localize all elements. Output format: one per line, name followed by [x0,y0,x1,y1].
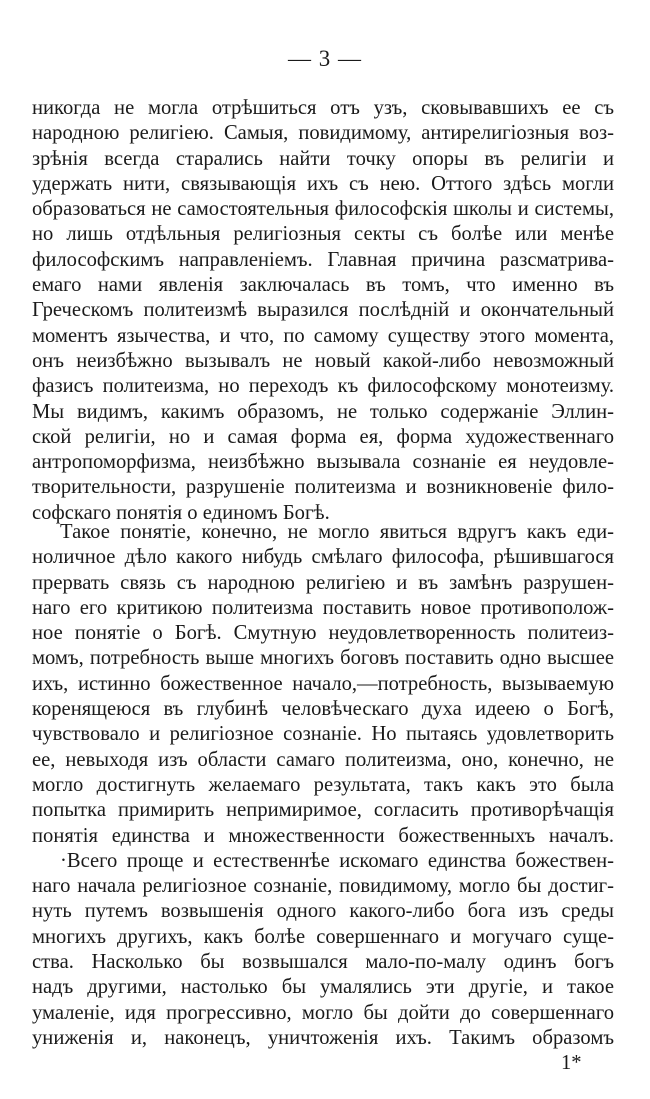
text-line: ской религіи, но и самая форма ея, форма художественнаго [32,425,614,448]
text-line: нуть путемъ возвышенія одного какого-либо бога изъ среды [32,900,614,923]
text-line: ства. Насколько бы возвышался мало-по-малу одинъ богъ [32,951,614,974]
text-line: антропоморфизма, неизбѣжно вызывала сознаніе ея неудовле- [32,451,614,474]
text-line: софскаго понятія о единомъ Богѣ. [32,501,330,524]
text-line: образоваться не самостоятельныя философскія школы и системы, [32,198,614,221]
text-line: умаленіе, идя прогрессивно, могло бы дойти до совершеннаго [32,1001,614,1024]
text-line: фазисъ политеизма, но переходъ къ философскому монотеизму. [32,375,614,398]
text-line: но лишь отдѣльныя религіозныя секты съ болѣе или менѣе [32,223,614,246]
text-line: зрѣнія всегда старались найти точку опоры въ религіи и [32,147,614,170]
text-line: надъ другими, настолько бы умалялись эти другіе, и такое [32,976,614,999]
text-line: никогда не могла отрѣшиться отъ узъ, сковывавшихъ ее съ [32,97,614,119]
text-line: попытка примирить непримиримое, согласить противорѣчащія [32,799,614,822]
text-line: момъ, потребность выше многихъ боговъ поставить одно высшее [32,647,614,670]
text-line: удержать нити, связывающія ихъ съ нею. Оттого здѣсь могли [32,172,614,195]
text-line: прервать связь съ народною религіею и въ замѣнъ разрушен- [32,571,614,594]
text-line: Такое понятіе, конечно, не могло явиться вдругъ какъ еди- [60,521,614,543]
text-line: философскимъ направленіемъ. Главная причина разсматрива- [32,248,614,271]
text-line: униженія и, наконецъ, уничтоженія ихъ. Такимъ образомъ [32,1026,614,1049]
text-line: коренящеюся въ глубинѣ человѣческаго духа идеею о Богѣ, [32,698,614,721]
text-line: онъ неизбѣжно вызывалъ не новый какой-либо невозможный [32,349,614,372]
text-line: ·Всего проще и естественнѣе искомаго единства божествен- [60,849,614,872]
text-line: творительности, разрушеніе политеизма и возникновеніе фило- [32,476,614,499]
text-line: емаго нами явленія заключалась въ томъ, что именно въ [32,274,614,297]
text-line: наго начала религіозное сознаніе, повидимому, могло бы достиг- [32,875,614,898]
signature-mark: 1* [561,1052,582,1074]
paragraph-2 [32,520,614,1051]
text-line: Греческомъ политеизмѣ выразился послѣдній и окончательный [32,299,614,322]
paragraph-1 [32,96,614,526]
text-line: понятія единства и множественности божественныхъ началъ. [32,824,614,847]
text-line: ное понятіе о Богѣ. Смутную неудовлетворенность политеиз- [32,622,614,645]
text-line: ноличное дѣло какого нибудь смѣлаго философа, рѣшившагося [32,546,614,569]
text-line: многихъ другихъ, какъ болѣе совершеннаго и могучаго суще- [32,925,614,948]
text-line: народною религіею. Самыя, повидимому, антирелигіозныя воз- [32,122,614,145]
text-line: моментъ язычества, и что, по самому существу этого момента, [32,324,614,347]
page-number: — 3 — [288,46,362,71]
text-line: Мы видимъ, какимъ образомъ, не только содержаніе Эллин- [32,400,614,423]
text-line: ее, невыходя изъ области самаго политеизма, оно, конечно, не [32,748,614,771]
text-line: могло достигнуть желаемаго результата, такъ какъ это была [32,773,614,796]
text-line: чувствовало и религіозное сознаніе. Но пытаясь удовлетворить [32,723,614,746]
text-line: ихъ, истинно божественное начало,—потребность, вызываемую [32,672,614,695]
text-line: наго его критикою политеизма поставить новое противополож- [32,596,614,619]
